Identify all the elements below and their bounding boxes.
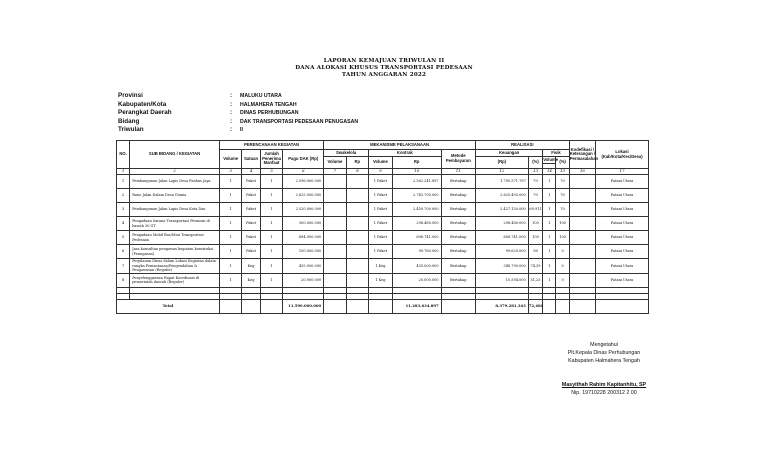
total-empty-cell xyxy=(569,299,595,313)
sign-nip: Nip. 19710228 200312 2 00 xyxy=(571,390,637,396)
cell-no: 5 xyxy=(117,231,130,245)
total-empty-cell xyxy=(260,299,282,313)
cell-sw-vol xyxy=(324,259,346,274)
column-index: 5 xyxy=(260,169,282,175)
cell-satuan: Keg xyxy=(242,273,260,287)
cell-kode xyxy=(569,217,595,231)
table-row xyxy=(117,259,649,274)
report-info xyxy=(118,92,358,135)
info-colon: : xyxy=(230,109,233,117)
cell-lokasi: Patani Utara xyxy=(596,203,649,217)
col-fisik-pct: (%) xyxy=(556,157,569,169)
col-realisasi: REALISASI xyxy=(475,141,569,150)
col-k-rp: Rp xyxy=(392,157,441,169)
col-kodefikasi: Kodefikasi / Keterangan / Permasalahan xyxy=(569,141,595,169)
cell-f-vol: 1 xyxy=(543,231,556,245)
cell-kegiatan: Jasa konsultan pengawas kegiatan konstruksi (Penugasan) xyxy=(130,245,220,259)
cell-lokasi: Patani Utara xyxy=(596,175,649,189)
column-index: 8 xyxy=(346,169,368,175)
info-row xyxy=(118,101,358,110)
total-empty-cell xyxy=(324,299,346,313)
column-index: 7 xyxy=(324,169,346,175)
cell-penerima: 1 xyxy=(260,245,282,259)
info-label: Provinsi xyxy=(118,92,143,99)
col-fisik-volume: Volume xyxy=(543,156,559,162)
info-value: II xyxy=(240,127,243,134)
cell-lokasi: Patani Utara xyxy=(596,217,649,231)
table-row xyxy=(117,245,649,259)
col-sw-volume: Volume xyxy=(324,157,346,169)
cell-sw-rp xyxy=(346,203,368,217)
cell-kode xyxy=(569,245,595,259)
cell-pagu: 300.000.000 xyxy=(283,217,324,231)
cell-metode: Bertahap xyxy=(441,203,475,217)
cell-satuan: Paket xyxy=(242,231,260,245)
total-keu-pct: 72,480 xyxy=(528,299,543,313)
col-keu-pct: (%) xyxy=(528,157,543,169)
cell-f-pct: 0 xyxy=(556,273,569,287)
cell-no: 7 xyxy=(117,259,130,274)
col-volume: Volume xyxy=(219,150,241,169)
cell-keu-pct: 69,911 xyxy=(528,203,543,217)
cell-k-rp: 99.780.000 xyxy=(392,245,441,259)
cell-keu-pct: 70 xyxy=(528,189,543,203)
cell-kode xyxy=(569,273,595,287)
cell-f-vol: 1 xyxy=(543,245,556,259)
info-row xyxy=(118,92,358,101)
cell-pagu: 20.000.000 xyxy=(283,273,324,287)
total-label: Total xyxy=(117,299,220,313)
cell-sw-rp xyxy=(346,175,368,189)
cell-k-vol: 1 Paket xyxy=(369,231,393,245)
cell-metode: Bertahap xyxy=(441,175,475,189)
cell-vol: 1 xyxy=(219,203,241,217)
report-year: TAHUN ANGGARAN 2022 xyxy=(341,72,427,78)
cell-keu-rp: 348.790.000 xyxy=(475,259,528,274)
report-table xyxy=(116,140,649,314)
col-kontrak: Kontrak xyxy=(369,150,442,157)
col-sw-rp: Rp xyxy=(346,157,368,169)
total-empty-cell xyxy=(219,299,241,313)
report-subtitle: DANA ALOKASI KHUSUS TRANSPORTASI PEDESAAN xyxy=(295,65,473,71)
cell-vol: 1 xyxy=(219,259,241,274)
cell-no: 4 xyxy=(117,217,130,231)
cell-f-pct: 0 xyxy=(556,259,569,274)
column-index: 6 xyxy=(283,169,324,175)
cell-k-vol: 1 Paket xyxy=(369,217,393,231)
cell-penerima: 1 xyxy=(260,259,282,274)
cell-keu-rp: 10.594.000 xyxy=(475,273,528,287)
column-index: 12 xyxy=(475,169,528,175)
cell-kegiatan: Pembangunan Jalan Lapis Desa Fanhas Jaya xyxy=(130,175,220,189)
cell-k-rp: 20.000.000 xyxy=(392,273,441,287)
col-sub-bidang: SUB BIDANG / KEGIATAN xyxy=(130,141,220,169)
cell-no: 1 xyxy=(117,175,130,189)
table-row xyxy=(117,273,649,287)
cell-metode: Bertahap xyxy=(441,273,475,287)
col-metode: Metode Pembayaran xyxy=(441,150,475,169)
cell-k-vol: 1 Paket xyxy=(369,203,393,217)
cell-kode xyxy=(569,231,595,245)
cell-k-vol: 1 Keg xyxy=(369,259,393,274)
cell-penerima: 1 xyxy=(260,203,282,217)
cell-sw-vol xyxy=(324,203,346,217)
cell-kegiatan: Penyelenggaraan Rapat Koordinasi di pemerintah daerah (Reguler) xyxy=(130,273,220,287)
cell-f-vol: 1 xyxy=(543,203,556,217)
cell-kegiatan: Rano Jalan Dalam Desa Gemia xyxy=(130,189,220,203)
cell-keu-pct: 100 xyxy=(528,231,543,245)
column-index: 16 xyxy=(569,169,595,175)
cell-kegiatan: Pengadaan Mobil Bus/Mini Transportasi Pedesaan xyxy=(130,231,220,245)
info-row xyxy=(118,109,358,118)
cell-sw-rp xyxy=(346,245,368,259)
cell-no: 6 xyxy=(117,245,130,259)
cell-keu-pct: 74,39 xyxy=(528,259,543,274)
cell-sw-rp xyxy=(346,273,368,287)
cell-k-rp: 2.562.241.897 xyxy=(392,175,441,189)
cell-keu-rp: 2.427.150.000 xyxy=(475,203,528,217)
cell-f-pct: 0 xyxy=(556,245,569,259)
cell-vol: 1 xyxy=(219,217,241,231)
cell-keu-pct: 98 xyxy=(528,245,543,259)
cell-lokasi: Patani Utara xyxy=(596,231,649,245)
cell-pagu: 2.596.000.000 xyxy=(283,175,324,189)
cell-no: 8 xyxy=(117,273,130,287)
info-colon: : xyxy=(230,117,233,125)
cell-f-vol: 1 xyxy=(543,217,556,231)
info-value: HALMAHERA TENGAH xyxy=(240,101,297,108)
cell-penerima: 1 xyxy=(260,231,282,245)
cell-k-rp: 435.000.000 xyxy=(392,259,441,274)
cell-kode xyxy=(569,189,595,203)
total-empty-cell xyxy=(596,299,649,313)
cell-f-pct: 100 xyxy=(556,217,569,231)
cell-metode: Bertahap xyxy=(441,259,475,274)
cell-kode xyxy=(569,259,595,274)
report-title: LAPORAN KEMAJUAN TRIWULAN II xyxy=(323,58,445,64)
cell-satuan: Paket xyxy=(242,217,260,231)
info-colon: : xyxy=(230,92,233,99)
info-row xyxy=(118,118,358,127)
cell-keu-rp: 1.795.571.797 xyxy=(475,175,528,189)
info-value: MALUKU UTARA xyxy=(240,93,282,99)
col-no: NO. xyxy=(117,141,130,169)
cell-sw-vol xyxy=(324,273,346,287)
cell-keu-rp: 99.620.000 xyxy=(475,245,528,259)
total-empty-cell xyxy=(242,299,260,313)
cell-lokasi: Patani Utara xyxy=(596,259,649,274)
cell-sw-rp xyxy=(346,189,368,203)
cell-penerima: 1 xyxy=(260,189,282,203)
col-pagu: Pagu DAK (Rp) xyxy=(283,150,324,169)
total-empty-cell xyxy=(556,299,569,313)
total-empty-cell xyxy=(441,299,475,313)
total-pagu: 11.590.000.000 xyxy=(283,299,324,313)
cell-no: 3 xyxy=(117,203,130,217)
column-index: 17 xyxy=(596,169,649,175)
cell-k-rp: 298.480.000 xyxy=(392,217,441,231)
table-row xyxy=(117,189,649,203)
cell-k-vol: 1 Keg xyxy=(369,273,393,287)
cell-pagu: 684.000.000 xyxy=(283,231,324,245)
cell-f-pct: 70 xyxy=(556,203,569,217)
cell-sw-rp xyxy=(346,231,368,245)
column-index: 2 xyxy=(130,169,220,175)
info-value: DAK TRANSPORTASI PEDESAAN PENUGASAN xyxy=(240,118,359,125)
cell-f-pct: 100 xyxy=(556,231,569,245)
col-satuan: Satuan xyxy=(242,150,260,169)
cell-kegiatan: Perjalanan Dinas dalam Lokasi Kegiatan dalam rangka Pemantauan/Pengendalian & Pengawasan (Reguler) xyxy=(130,259,220,274)
cell-metode: Bertahap xyxy=(441,189,475,203)
cell-satuan: Paket xyxy=(242,175,260,189)
cell-metode: Bertahap xyxy=(441,245,475,259)
cell-k-rp: 2.743.700.000 xyxy=(392,189,441,203)
total-empty-cell xyxy=(543,299,556,313)
cell-sw-vol xyxy=(324,245,346,259)
table-row xyxy=(117,217,649,231)
cell-satuan: Paket xyxy=(242,189,260,203)
cell-f-pct: 70 xyxy=(556,175,569,189)
cell-vol: 1 xyxy=(219,189,241,203)
cell-penerima: 1 xyxy=(260,273,282,287)
total-keu-rp: 8.379.281.343 xyxy=(475,299,528,313)
cell-pagu: 100.000.000 xyxy=(283,245,324,259)
cell-sw-vol xyxy=(324,217,346,231)
column-index: 10 xyxy=(392,169,441,175)
total-row xyxy=(117,299,649,313)
cell-metode: Bertahap xyxy=(441,217,475,231)
table-row xyxy=(117,203,649,217)
table-row xyxy=(117,175,649,189)
cell-kegiatan: Pengadaan Sarana Transportasi Perairan di bawah 30 GT xyxy=(130,217,220,231)
cell-k-vol: 1 Paket xyxy=(369,189,393,203)
column-index: 15 xyxy=(556,169,569,175)
col-mekanisme: MEKANISME PELAKSANAAN xyxy=(324,141,476,150)
cell-k-rp: 2.459.700.000 xyxy=(392,203,441,217)
total-kontrak-rp: 11.283.634.897 xyxy=(392,299,441,313)
sign-position: Plt.Kepala Dinas Perhubungan xyxy=(567,350,641,356)
cell-keu-rp: 2.625.493.000 xyxy=(475,189,528,203)
cell-f-vol: 1 xyxy=(543,175,556,189)
sign-regency: Kabupaten Halmahera Tengah xyxy=(568,358,640,364)
info-colon: : xyxy=(230,100,233,108)
cell-k-vol: 1 Paket xyxy=(369,245,393,259)
column-index: 13 xyxy=(528,169,543,175)
cell-kode xyxy=(569,175,595,189)
col-perencanaan: PERENCANAAN KEGIATAN xyxy=(219,141,323,150)
cell-vol: 1 xyxy=(219,175,241,189)
cell-pagu: 2.625.000.000 xyxy=(283,189,324,203)
cell-keu-pct: 51,25 xyxy=(528,273,543,287)
cell-keu-pct: 70 xyxy=(528,175,543,189)
cell-sw-rp xyxy=(346,217,368,231)
info-label: Perangkat Daerah xyxy=(118,109,172,117)
cell-lokasi: Patani Utara xyxy=(596,245,649,259)
cell-sw-vol xyxy=(324,231,346,245)
cell-vol: 1 xyxy=(219,245,241,259)
cell-kode xyxy=(569,203,595,217)
col-lokasi: Lokasi (Kab/Kota/Kec/Desa) xyxy=(596,141,649,169)
col-keu-rp: (Rp) xyxy=(475,157,528,169)
cell-sw-rp xyxy=(346,259,368,274)
cell-sw-vol xyxy=(324,189,346,203)
cell-kegiatan: Pembangunan Jalan Lapis Desa Kota Dau xyxy=(130,203,220,217)
total-empty-cell xyxy=(346,299,368,313)
table-row xyxy=(117,231,649,245)
cell-sw-vol xyxy=(324,175,346,189)
info-row xyxy=(118,126,358,135)
info-value: DINAS PERHUBUNGAN xyxy=(240,110,299,117)
cell-keu-pct: 100 xyxy=(528,217,543,231)
col-penerima: Jumlah Penerima Manfaat xyxy=(260,150,282,169)
cell-f-vol: 1 xyxy=(543,273,556,287)
sign-name: Masyithah Rahim Kapitanhitu, SP xyxy=(561,382,647,388)
cell-f-pct: 70 xyxy=(556,189,569,203)
info-label: Bidang xyxy=(118,117,140,125)
cell-keu-rp: 608.741.000 xyxy=(475,231,528,245)
cell-vol: 1 xyxy=(219,273,241,287)
cell-penerima: 1 xyxy=(260,217,282,231)
col-keuangan: Keuangan xyxy=(475,150,542,157)
cell-f-vol: 1 xyxy=(543,259,556,274)
cell-k-vol: 1 Paket xyxy=(369,175,393,189)
cell-f-vol: 1 xyxy=(543,189,556,203)
info-label: Kabupaten/Kota xyxy=(118,100,167,108)
info-label: Triwulan xyxy=(118,126,144,134)
cell-satuan: Paket xyxy=(242,245,260,259)
col-fisik: Fisik xyxy=(543,150,569,157)
column-index: 1 xyxy=(117,169,130,175)
cell-lokasi: Patani Utara xyxy=(596,273,649,287)
cell-satuan: Paket xyxy=(242,203,260,217)
total-empty-cell xyxy=(369,299,393,313)
column-index: 11 xyxy=(441,169,475,175)
cell-k-rp: 608.741.000 xyxy=(392,231,441,245)
col-swakelola: Swakelola xyxy=(324,150,369,157)
col-k-volume: Volume xyxy=(369,157,393,169)
cell-no: 2 xyxy=(117,189,130,203)
cell-penerima: 1 xyxy=(260,175,282,189)
cell-lokasi: Patani Utara xyxy=(596,189,649,203)
column-index: 3 xyxy=(219,169,241,175)
cell-vol: 1 xyxy=(219,231,241,245)
column-index: 4 xyxy=(242,169,260,175)
cell-satuan: Keg xyxy=(242,259,260,274)
cell-keu-rp: 298.480.000 xyxy=(475,217,528,231)
cell-metode: Bertahap xyxy=(441,231,475,245)
sign-mengetahui: Mengetahui xyxy=(590,342,618,348)
cell-pagu: 2.520.000.000 xyxy=(283,203,324,217)
info-colon: : xyxy=(230,126,233,134)
column-index: 9 xyxy=(369,169,393,175)
cell-pagu: 435.000.000 xyxy=(283,259,324,274)
column-index: 14 xyxy=(543,169,556,175)
